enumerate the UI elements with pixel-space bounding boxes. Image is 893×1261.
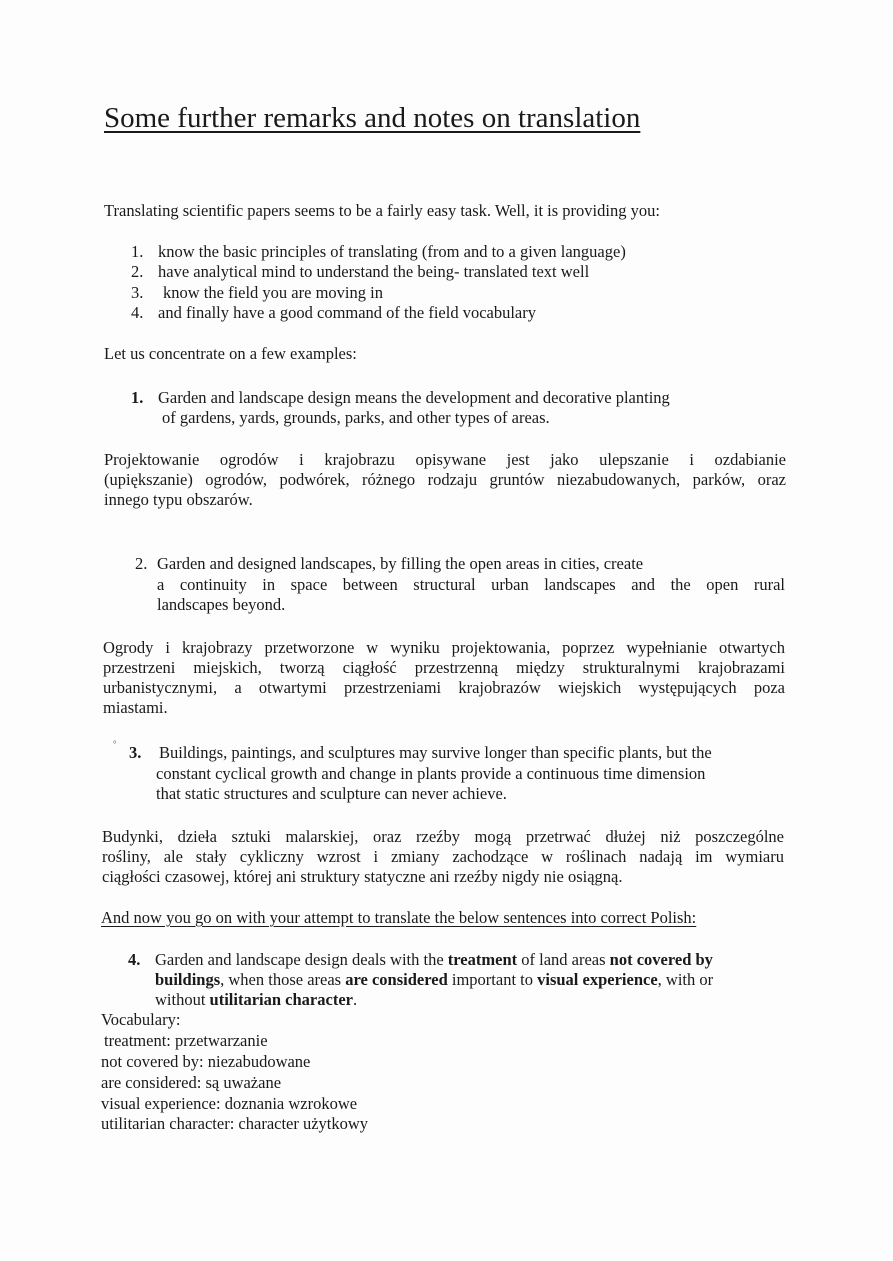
example-4-line-2 bbox=[155, 970, 713, 990]
example-number: 1. bbox=[131, 388, 144, 407]
example-text: Buildings, paintings, and sculptures may survive longer than specific plants, but the bbox=[159, 743, 712, 762]
bold-term: visual experience bbox=[537, 970, 658, 989]
translation-line: Budynki, dzieła sztuki malarskiej, oraz rzeźby mogą przetrwać dłużej niż poszczególne bbox=[102, 827, 784, 846]
task-heading: And now you go on with your attempt to translate the below sentences into correct Polish: bbox=[101, 908, 697, 927]
example-1-translation bbox=[104, 450, 786, 510]
bold-term: are considered bbox=[345, 970, 448, 989]
example-text: Garden and landscape design means the development and decorative planting bbox=[158, 388, 670, 407]
example-3-translation bbox=[102, 827, 784, 887]
list-item bbox=[131, 283, 383, 303]
example-text: . bbox=[352, 990, 358, 1009]
example-1-line-2: of gardens, yards, grounds, parks, and other types of areas. bbox=[162, 408, 550, 427]
list-item-number: 4. bbox=[131, 303, 144, 322]
intro-paragraph: Translating scientific papers seems to be a fairly easy task. Well, it is providing you: bbox=[104, 201, 660, 220]
example-2-continuation bbox=[157, 575, 785, 615]
example-text: Garden and designed landscapes, by filling the open areas in cities, create bbox=[157, 554, 644, 573]
vocabulary-item: treatment: przetwarzanie bbox=[104, 1031, 268, 1050]
translation-line: innego typu obszarów. bbox=[104, 490, 253, 509]
example-number: 3. bbox=[129, 743, 142, 762]
translation-line: ciągłości czasowej, której ani struktury statyczne ani rzeźby nigdy nie osiągną. bbox=[102, 867, 623, 886]
vocabulary-item: are considered: są uważane bbox=[101, 1073, 282, 1092]
list-item-number: 1. bbox=[131, 242, 144, 261]
example-4-line-1 bbox=[128, 950, 713, 970]
bold-term: utilitarian character bbox=[209, 990, 353, 1009]
examples-intro: Let us concentrate on a few examples: bbox=[104, 344, 357, 363]
example-text: without bbox=[155, 990, 210, 1009]
bold-term: buildings bbox=[155, 970, 221, 989]
vocabulary-item: visual experience: doznania wzrokowe bbox=[101, 1094, 358, 1113]
example-4-line-3 bbox=[155, 990, 357, 1010]
example-text: , with or bbox=[657, 970, 714, 989]
example-text: of land areas bbox=[517, 950, 610, 969]
example-number: 2. bbox=[135, 554, 148, 573]
list-item-number: 3. bbox=[131, 283, 144, 302]
example-text: , when those areas bbox=[220, 970, 346, 989]
example-number: 4. bbox=[128, 950, 141, 969]
example-3-line-3: that static structures and sculpture can never achieve. bbox=[156, 784, 507, 803]
translation-line: Projektowanie ogrodów i krajobrazu opisywane jest jako ulepszanie i ozdabianie bbox=[104, 450, 786, 469]
list-item bbox=[131, 262, 589, 282]
translation-line: (upiększanie) ogrodów, podwórek, różnego rodzaju gruntów niezabudowanych, parków, oraz bbox=[104, 470, 786, 489]
list-item-text: and finally have a good command of the field vocabulary bbox=[158, 303, 536, 322]
bold-term: not covered by bbox=[609, 950, 713, 969]
example-1-line-1 bbox=[131, 388, 670, 408]
example-text: important to bbox=[447, 970, 538, 989]
translation-line: przestrzeni miejskich, tworzą ciągłość przestrzenną między strukturalnymi krajobrazami bbox=[103, 658, 785, 677]
translation-line: urbanistycznymi, a otwartymi przestrzeniami krajobrazów wiejskich występujących poza bbox=[103, 678, 785, 697]
vocabulary-label: Vocabulary: bbox=[101, 1010, 181, 1029]
example-text: landscapes beyond. bbox=[157, 595, 286, 614]
example-3-line-2: constant cyclical growth and change in plants provide a continuous time dimension bbox=[156, 764, 706, 783]
bold-term: treatment bbox=[447, 950, 518, 969]
translation-line: miastami. bbox=[103, 698, 168, 717]
stray-mark: ° bbox=[113, 739, 117, 749]
list-item bbox=[131, 303, 536, 323]
list-item-text: know the field you are moving in bbox=[163, 283, 383, 302]
list-item bbox=[131, 242, 626, 262]
example-text: a continuity in space between structural urban landscapes and the open rural bbox=[157, 575, 785, 594]
page-title: Some further remarks and notes on translation bbox=[104, 102, 641, 134]
list-item-text: know the basic principles of translating (from and to a given language) bbox=[158, 242, 626, 261]
example-text: Garden and landscape design deals with the bbox=[155, 950, 448, 969]
example-2-translation bbox=[103, 638, 785, 718]
translation-line: Ogrody i krajobrazy przetworzone w wyniku projektowania, poprzez wypełnianie otwartych bbox=[103, 638, 785, 657]
vocabulary-item: not covered by: niezabudowane bbox=[101, 1052, 311, 1071]
list-item-number: 2. bbox=[131, 262, 144, 281]
vocabulary-item: utilitarian character: character użytkowy bbox=[101, 1114, 369, 1133]
translation-line: rośliny, ale stały cykliczny wzrost i zmiany zachodzące w roślinach nadają im wymiaru bbox=[102, 847, 784, 866]
example-3-line-1 bbox=[129, 743, 712, 763]
list-item-text: have analytical mind to understand the being- translated text well bbox=[158, 262, 590, 281]
example-2-line-1 bbox=[135, 554, 643, 574]
